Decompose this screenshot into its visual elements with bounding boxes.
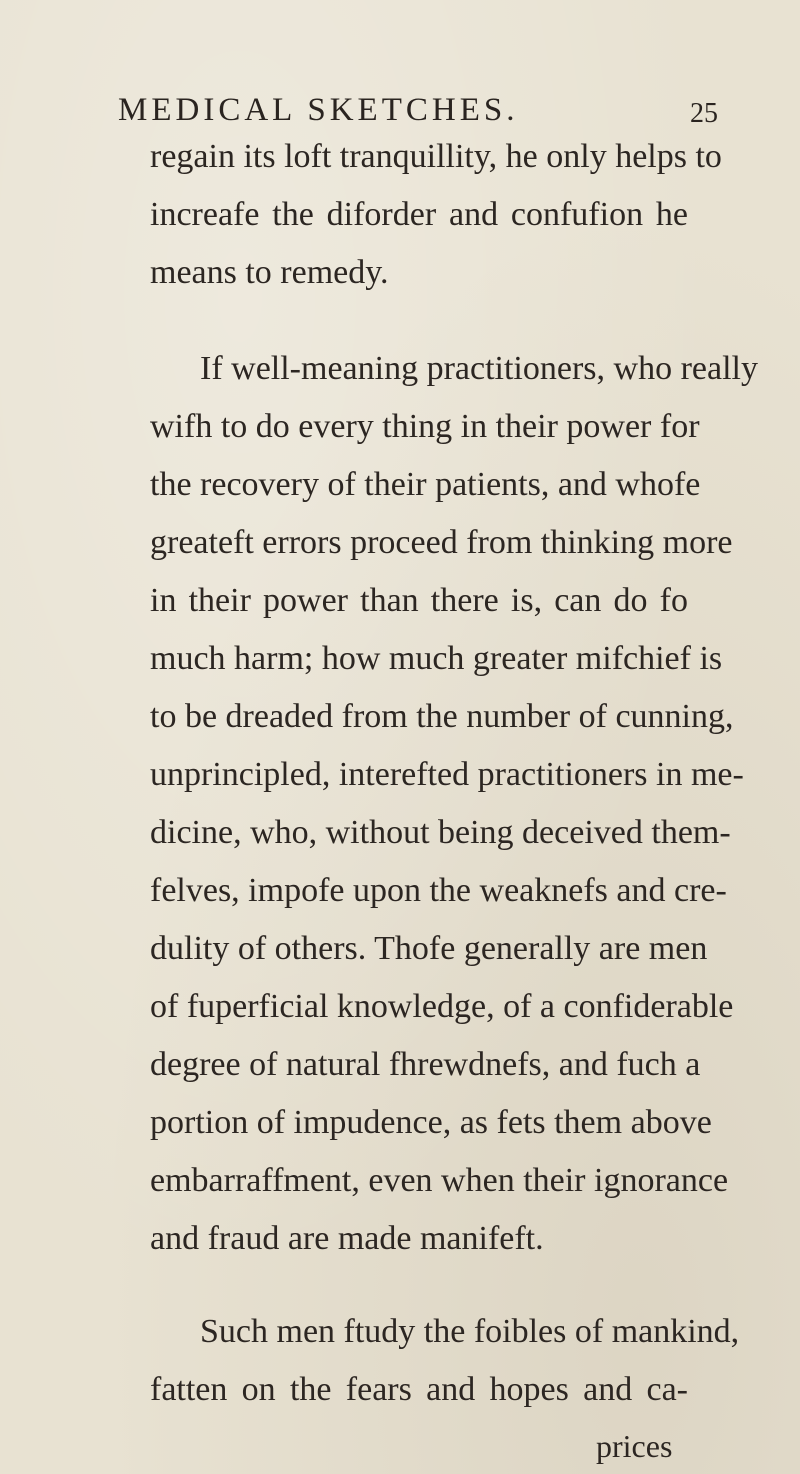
text-line: means to remedy. (150, 254, 389, 291)
text-line: to be dreaded from the number of cunning, (150, 698, 734, 735)
page-number: 25 (690, 98, 718, 129)
running-head: MEDICAL SKETCHES. (118, 92, 519, 128)
text-line: of fuperficial knowledge, of a confiderable (150, 988, 734, 1025)
text-line: wifh to do every thing in their power for (150, 408, 700, 445)
text-line: greateft errors proceed from thinking more (150, 524, 733, 561)
text-line: regain its loft tranquillity, he only helps to (150, 138, 722, 175)
text-line: dicine, who, without being deceived them- (150, 814, 731, 851)
text-line: portion of impudence, as fets them above (150, 1104, 712, 1141)
text-line: If well-meaning practitioners, who really (200, 350, 758, 387)
text-line: much harm; how much greater mifchief is (150, 640, 723, 677)
catchword: prices (596, 1428, 673, 1464)
text-line: dulity of others. Thofe generally are men (150, 930, 708, 967)
text-line: Such men ftudy the foibles of mankind, (200, 1313, 740, 1350)
text-line: degree of natural fhrewdnefs, and fuch a (150, 1046, 701, 1083)
text-line: increafe the diforder and confufion he (150, 196, 688, 233)
text-line: the recovery of their patients, and whofe (150, 466, 701, 503)
text-line: fatten on the fears and hopes and ca- (150, 1371, 688, 1408)
text-line: embarraffment, even when their ignorance (150, 1162, 729, 1199)
text-line: unprincipled, interefted practitioners in me- (150, 756, 744, 793)
text-line: and fraud are made manifeft. (150, 1220, 544, 1257)
text-line: in their power than there is, can do fo (150, 582, 688, 619)
text-line: felves, impofe upon the weaknefs and cre- (150, 872, 727, 909)
